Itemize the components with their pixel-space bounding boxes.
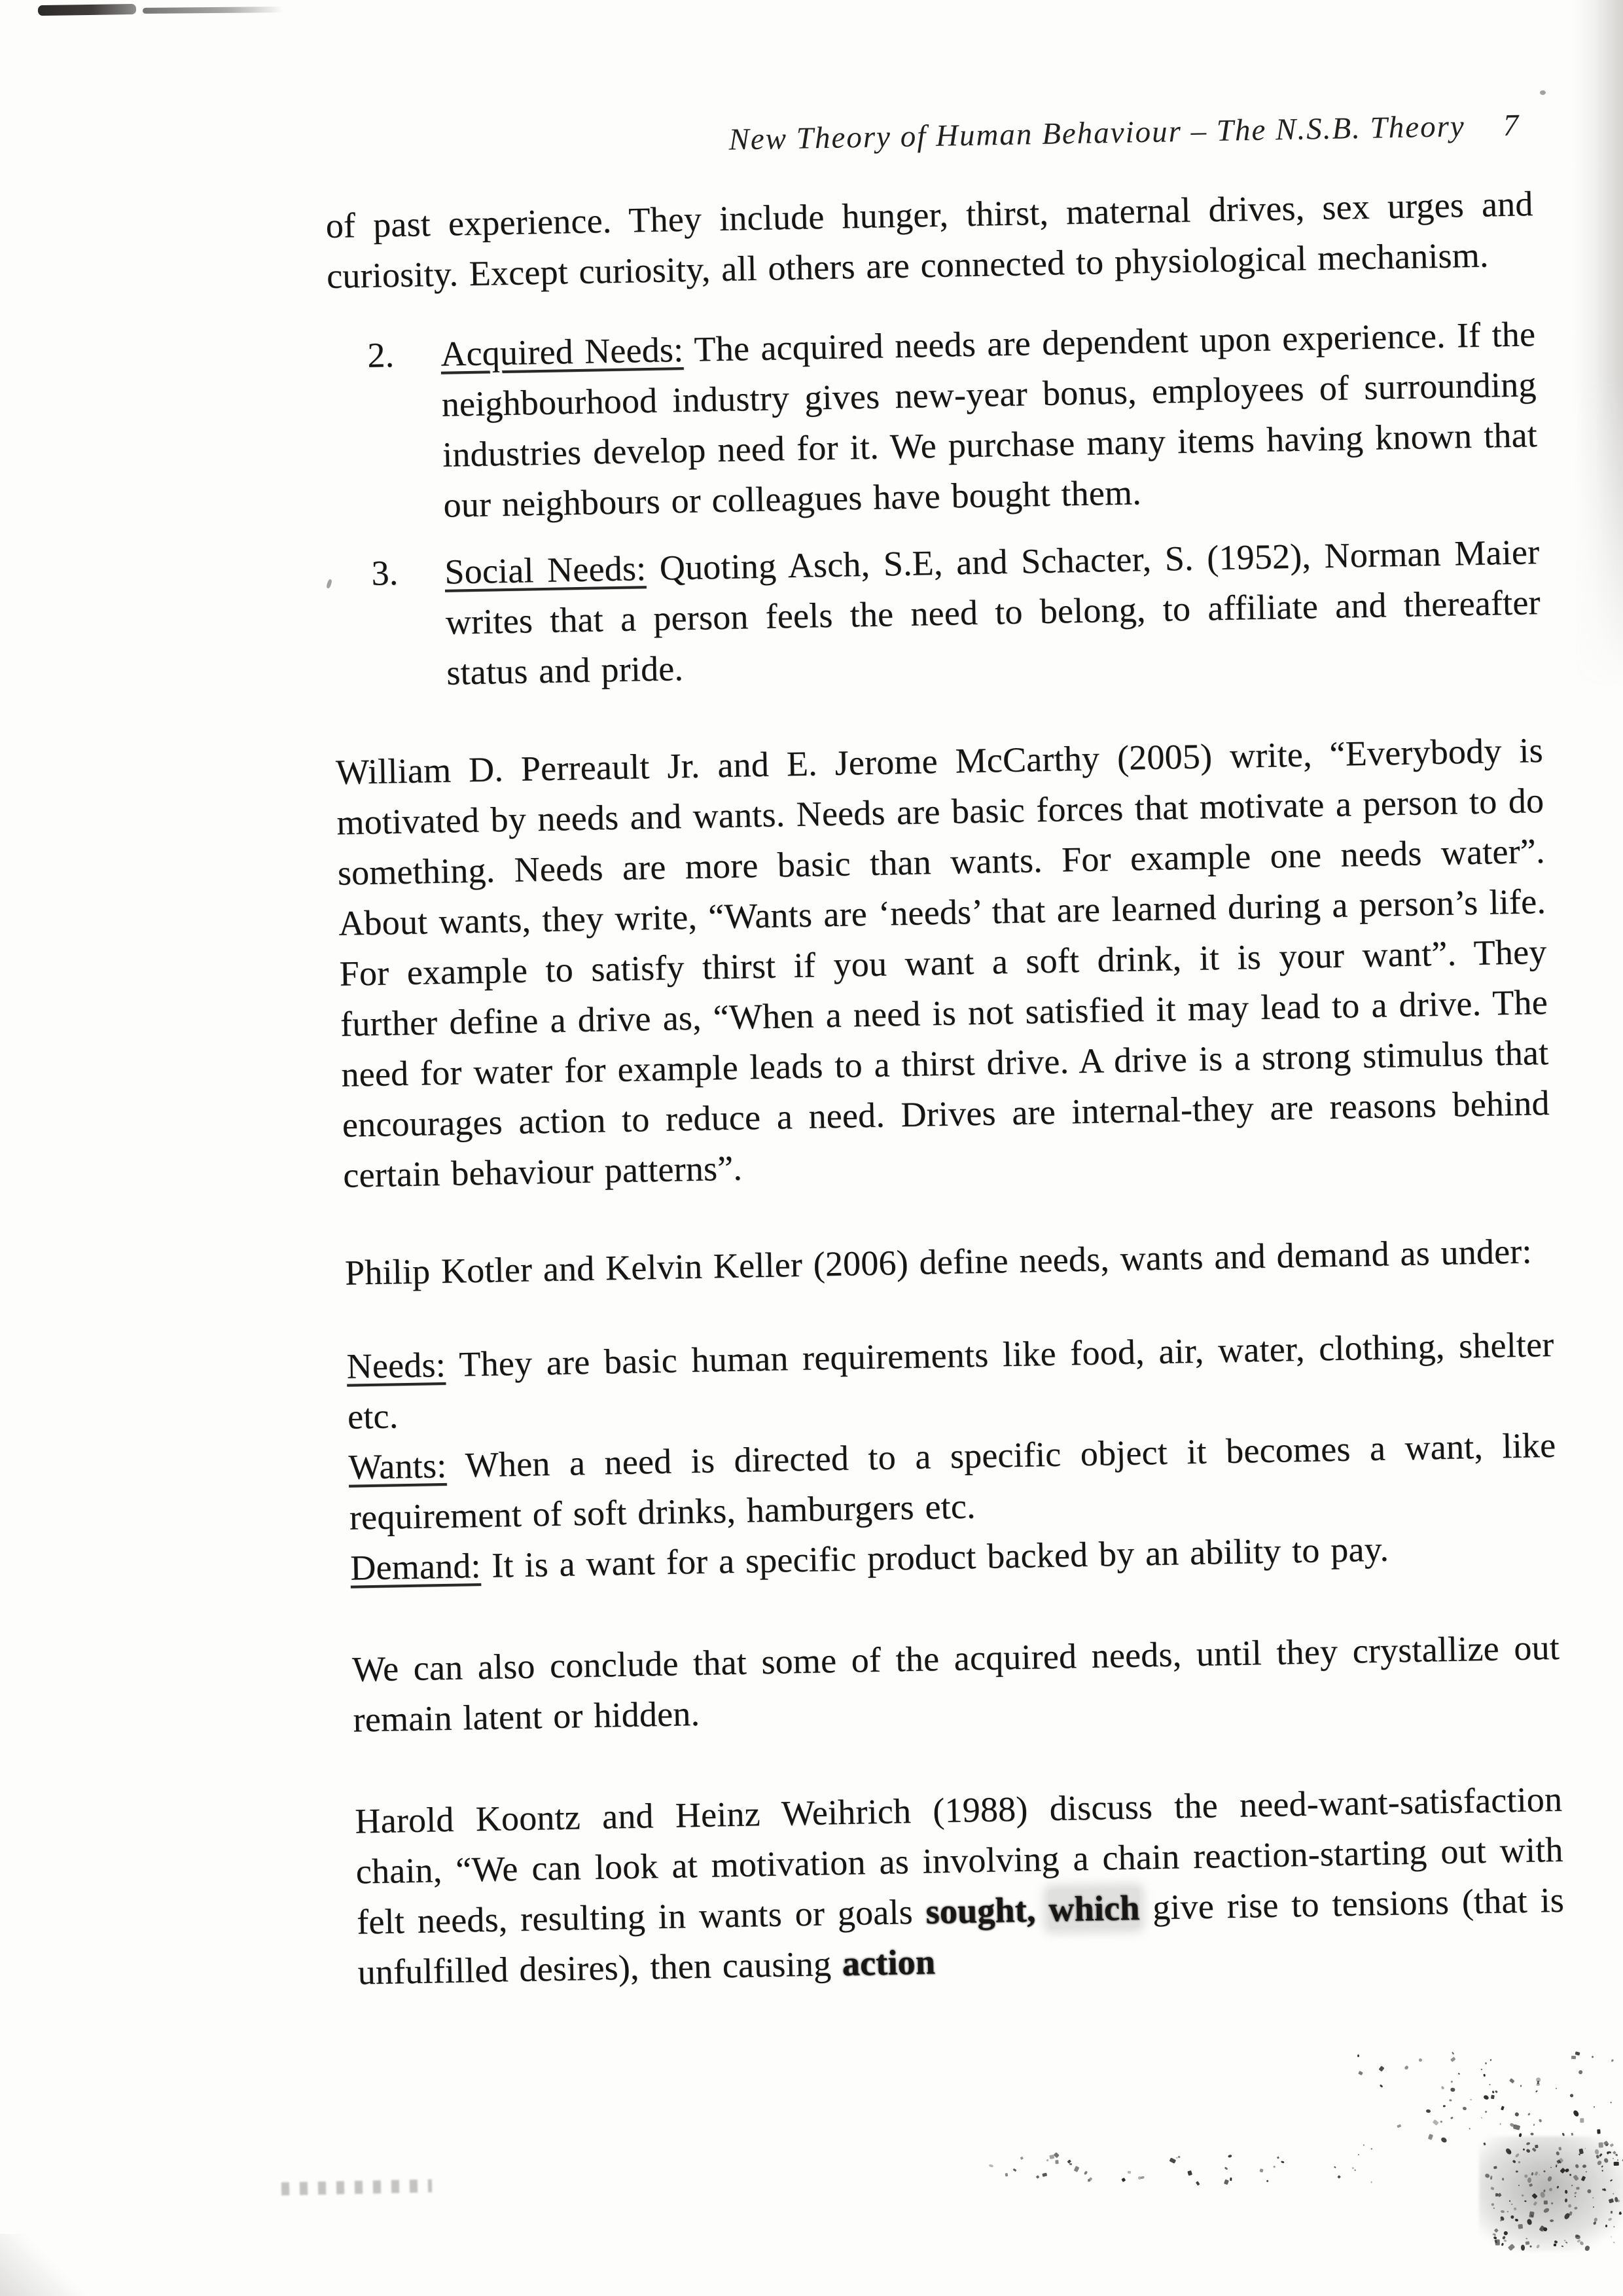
scan-speck bbox=[1540, 90, 1546, 95]
definition-text: It is a want for a specific product backed by an ability to pay. bbox=[491, 1529, 1389, 1585]
koontz-text: give rise to tensions (that is unfulfilled desires), then causing bbox=[357, 1880, 1565, 1992]
paragraph-koontz-weihrich bbox=[355, 1774, 1565, 1998]
scan-smear-top-left bbox=[38, 3, 287, 18]
body-text bbox=[325, 179, 1565, 1998]
item-body bbox=[440, 309, 1539, 531]
item-text: The acquired needs are dependent upon experience. If the neighbourhood industry gives new-year bonus, employees of surrounding industries develop need for it. We purchase many items having known that our neighbours or colleagues have bought them. bbox=[441, 314, 1538, 525]
item-body bbox=[444, 527, 1542, 698]
scan-speck bbox=[326, 579, 332, 588]
paragraph-intro-continuation: of past experience. They include hunger, thirst, maternal drives, sex urges and curiosity. Except curiosity, all others are connected to physiological mechanism. bbox=[325, 184, 1533, 296]
definition-text: They are basic human requirements like food, air, water, clothing, shelter etc. bbox=[347, 1324, 1554, 1437]
running-header bbox=[324, 105, 1532, 167]
koontz-smudged-word: which bbox=[1048, 1888, 1140, 1929]
toner-speckle-patch bbox=[1355, 2052, 1616, 2150]
numbered-item-acquired-needs bbox=[366, 309, 1539, 531]
item-term: Acquired Needs: bbox=[440, 329, 684, 374]
numbered-item-social-needs bbox=[370, 527, 1542, 698]
definition-term: Demand: bbox=[349, 1545, 482, 1588]
definition-term: Needs: bbox=[346, 1344, 446, 1386]
scan-shadow-right-edge bbox=[1561, 0, 1623, 687]
paragraph-conclusion: We can also conclude that some of the acquired needs, until they crystallize out remain latent or hidden. bbox=[351, 1627, 1560, 1740]
item-number: 3. bbox=[370, 553, 399, 593]
page-number: 7 bbox=[1503, 108, 1520, 143]
item-text: Quoting Asch, S.E, and Schacter, S. (1952), Norman Maier writes that a person feels the need to belong, to affiliate and thereafter status and pride. bbox=[445, 532, 1541, 692]
definition-term: Wants: bbox=[348, 1445, 447, 1487]
paragraph-perreault-mccarthy: William D. Perreault Jr. and E. Jerome McCarthy (2005) write, “Everybody is motivated by needs and wants. Needs are basic forces that motivate a person to do something. Needs are more basic than wants. For example one needs water”. About wants, they write, “Wants are ‘needs’ that are learned during a person’s life. For example to satisfy thirst if you want a soft drink, it is your want”. They further define a drive as, “When a need is not satisfied it may lead to a drive. The need for water for example leads to a thirst drive. A drive is a strong stimulus that encourages action to reduce a need. Drives are internal-they are reasons behind certain behaviour patterns”. bbox=[335, 730, 1550, 1195]
toner-speckle-trail bbox=[982, 2152, 1387, 2181]
scan-shadow-bottom-left bbox=[0, 2234, 85, 2296]
koontz-text: Harold Koontz and Heinz Weihrich (1988) discuss the need-want-satisfaction chain, “We can look at motivation as involving a chain reaction-starting out with felt needs, resulting in wants or goals bbox=[354, 1779, 1564, 1942]
scan-scratch-bottom-left bbox=[281, 2179, 432, 2196]
header-title: New Theory of Human Behaviour – The N.S.B. Theory bbox=[728, 109, 1466, 157]
page-content bbox=[324, 105, 1565, 1998]
toner-speckle-blob bbox=[1484, 2142, 1623, 2246]
definition-text: When a need is directed to a specific object it becomes a want, like requirement of soft drinks, hamburgers etc. bbox=[349, 1425, 1556, 1537]
koontz-smudged-word: sought, bbox=[925, 1890, 1037, 1931]
paragraph-kotler-keller: Philip Kotler and Kelvin Keller (2006) define needs, wants and demand as under: bbox=[344, 1231, 1533, 1293]
item-term: Social Needs: bbox=[444, 548, 647, 592]
item-number: 2. bbox=[366, 335, 395, 375]
definitions-block bbox=[346, 1319, 1558, 1594]
koontz-smudged-word: action bbox=[842, 1942, 936, 1983]
